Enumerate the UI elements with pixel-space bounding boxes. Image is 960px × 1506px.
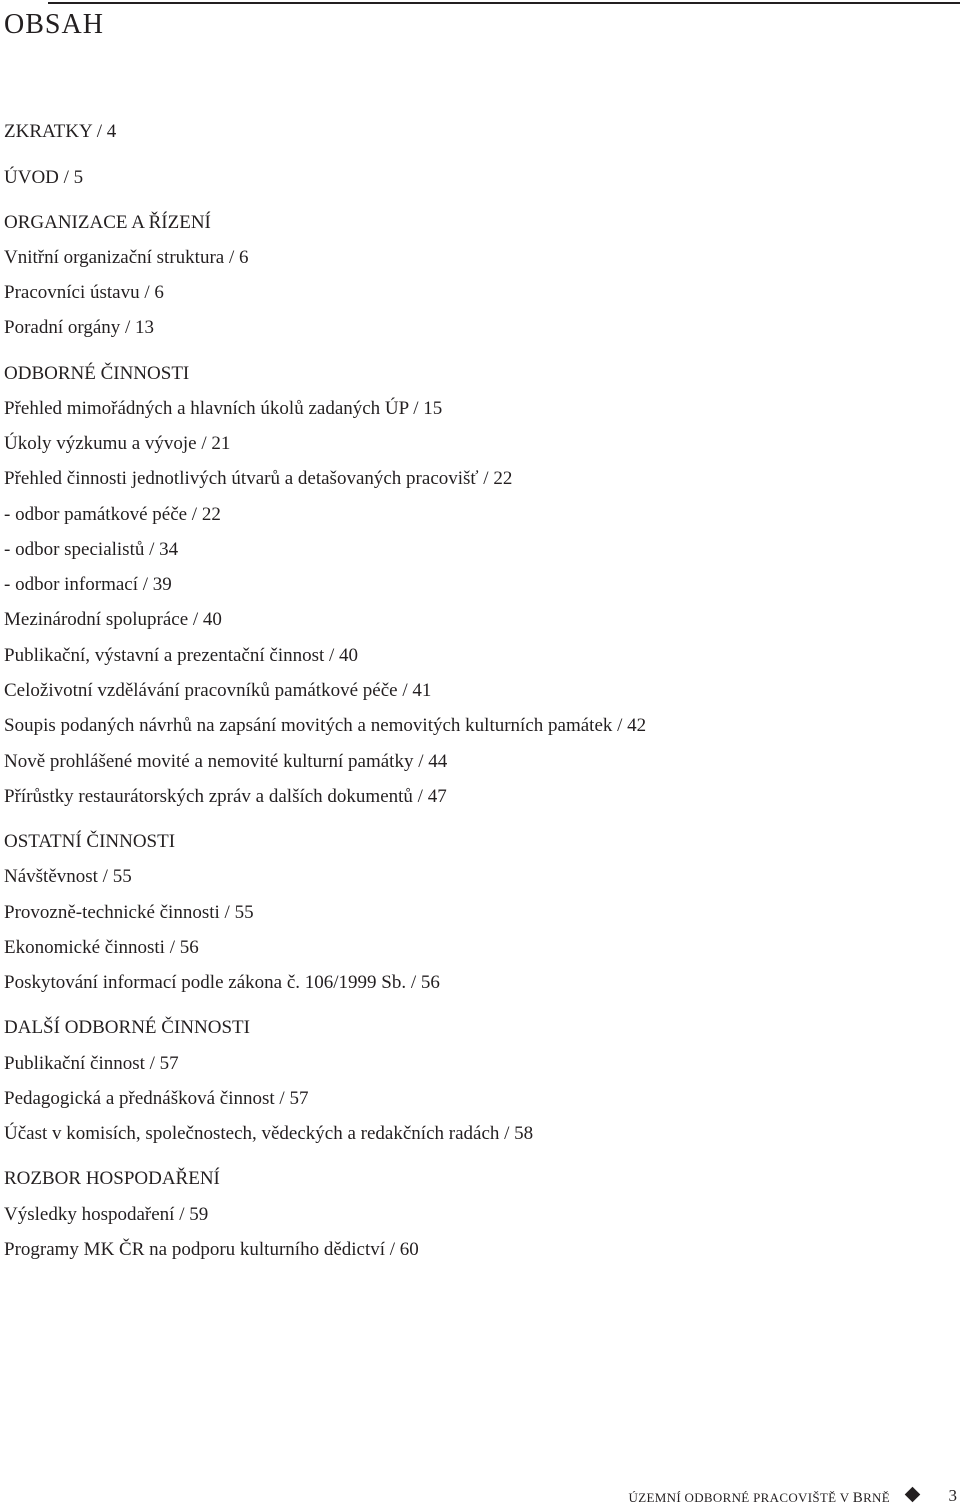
toc-entry[interactable]: Soupis podaných návrhů na zapsání movitých a nemovitých kulturních památek / 42 xyxy=(4,715,647,736)
toc-entry[interactable]: Přírůstky restaurátorských zpráv a dalších dokumentů / 47 xyxy=(4,786,447,807)
toc-entry[interactable]: Provozně-technické činnosti / 55 xyxy=(4,902,254,923)
toc-section-rozbor-hospodareni: ROZBOR HOSPODAŘENÍ xyxy=(4,1168,220,1189)
toc-entry[interactable]: Přehled činnosti jednotlivých útvarů a detašovaných pracovišť / 22 xyxy=(4,468,513,489)
toc-entry[interactable]: Vnitřní organizační struktura / 6 xyxy=(4,247,249,268)
toc-entry[interactable]: Poradní orgány / 13 xyxy=(4,317,155,338)
toc-entry[interactable]: Poskytování informací podle zákona č. 106/1999 Sb. / 56 xyxy=(4,972,440,993)
toc-entry[interactable]: Účast v komisích, společnostech, vědeckých a redakčních radách / 58 xyxy=(4,1123,534,1144)
top-rule xyxy=(48,2,960,4)
toc-entry[interactable]: Pedagogická a přednášková činnost / 57 xyxy=(4,1088,309,1109)
toc-section-organizace: ORGANIZACE A ŘÍZENÍ xyxy=(4,212,211,233)
toc-entry-uvod[interactable]: ÚVOD / 5 xyxy=(4,167,84,188)
toc-section-dalsi-odborne-cinnosti: DALŠÍ ODBORNÉ ČINNOSTI xyxy=(4,1017,250,1038)
toc-entry[interactable]: Mezinárodní spolupráce / 40 xyxy=(4,609,222,630)
toc-entry-zkratky[interactable]: ZKRATKY / 4 xyxy=(4,121,117,142)
toc-entry[interactable]: Úkoly výzkumu a vývoje / 21 xyxy=(4,433,231,454)
toc-entry[interactable]: Výsledky hospodaření / 59 xyxy=(4,1204,209,1225)
toc-entry[interactable]: Celoživotní vzdělávání pracovníků památkové péče / 41 xyxy=(4,680,432,701)
toc-entry[interactable]: Publikační činnost / 57 xyxy=(4,1053,179,1074)
toc-section-ostatni-cinnosti: OSTATNÍ ČINNOSTI xyxy=(4,831,176,852)
page-footer xyxy=(628,1486,960,1506)
toc-entry[interactable]: Přehled mimořádných a hlavních úkolů zadaných ÚP / 15 xyxy=(4,398,443,419)
page-number: 3 xyxy=(948,1486,957,1505)
toc-entry[interactable]: Pracovníci ústavu / 6 xyxy=(4,282,164,303)
toc-entry[interactable]: - odbor specialistů / 34 xyxy=(4,539,179,560)
toc-entry[interactable]: - odbor informací / 39 xyxy=(4,574,172,595)
toc-entry[interactable]: Programy MK ČR na podporu kulturního dědictví / 60 xyxy=(4,1239,419,1260)
toc-entry[interactable]: Návštěvnost / 55 xyxy=(4,866,132,887)
toc-entry[interactable]: Publikační, výstavní a prezentační činnost / 40 xyxy=(4,645,359,666)
toc-entry[interactable]: Nově prohlášené movité a nemovité kulturní památky / 44 xyxy=(4,751,448,772)
toc-section-odborne-cinnosti: ODBORNÉ ČINNOSTI xyxy=(4,363,190,384)
toc-entry[interactable]: Ekonomické činnosti / 56 xyxy=(4,937,199,958)
page-title: OBSAH xyxy=(4,9,104,40)
toc-entry[interactable]: - odbor památkové péče / 22 xyxy=(4,504,221,525)
diamond-icon xyxy=(905,1487,921,1503)
footer-publisher-label: ÚZEMNÍ ODBORNÉ PRACOVIŠTĚ V BRNĚ xyxy=(628,1490,890,1506)
